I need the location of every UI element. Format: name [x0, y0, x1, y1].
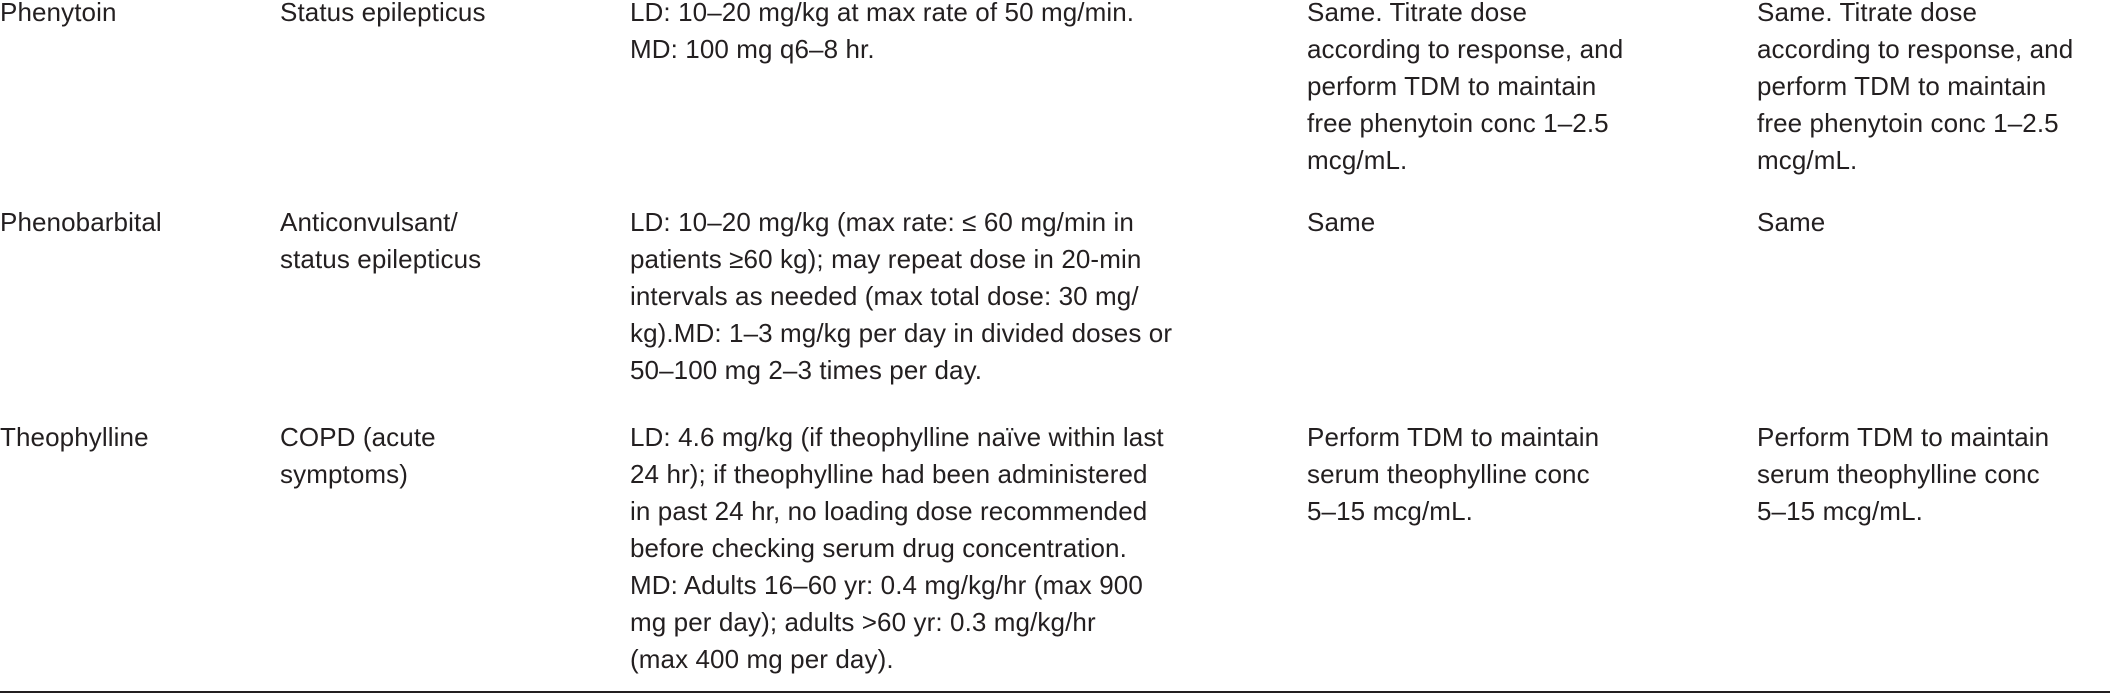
- dosing-line: kg).MD: 1–3 mg/kg per day in divided doses or: [630, 318, 1173, 348]
- drug-name-cell: [0, 0, 117, 31]
- drug-name: Phenytoin: [0, 0, 117, 27]
- indication-line: Anticonvulsant/: [280, 207, 458, 237]
- dosing-line: (max 400 mg per day).: [630, 644, 894, 674]
- adjustment-line: Same: [1307, 207, 1376, 237]
- adjustment-cell: [1757, 419, 2049, 530]
- adjustment-cell: [1757, 204, 1825, 241]
- adjustment-line: Perform TDM to maintain: [1757, 422, 2050, 452]
- adjustment-line: mcg/mL.: [1307, 145, 1408, 175]
- dosing-line: patients ≥60 kg); may repeat dose in 20-min: [630, 244, 1142, 274]
- indication-line: symptoms): [280, 459, 409, 489]
- dosing-line: LD: 10–20 mg/kg at max rate of 50 mg/min.: [630, 0, 1135, 27]
- dosing-cell: [630, 204, 1172, 389]
- dosing-cell: [630, 419, 1164, 678]
- adjustment-line: according to response, and: [1757, 34, 2074, 64]
- adjustment-line: mcg/mL.: [1757, 145, 1858, 175]
- adjustment-line: Same: [1757, 207, 1826, 237]
- adjustment-line: Same. Titrate dose: [1757, 0, 1978, 27]
- adjustment-cell: [1307, 419, 1599, 530]
- drug-name: Theophylline: [0, 422, 149, 452]
- adjustment-cell: [1307, 0, 1623, 179]
- dosing-line: LD: 4.6 mg/kg (if theophylline naïve within last: [630, 422, 1164, 452]
- adjustment-line: serum theophylline conc: [1757, 459, 2040, 489]
- dosing-cell: [630, 0, 1134, 68]
- dosing-line: LD: 10–20 mg/kg (max rate: ≤ 60 mg/min in: [630, 207, 1134, 237]
- indication-line: status epilepticus: [280, 244, 482, 274]
- adjustment-line: 5–15 mcg/mL.: [1307, 496, 1473, 526]
- adjustment-line: Perform TDM to maintain: [1307, 422, 1600, 452]
- dosing-line: 24 hr); if theophylline had been administered: [630, 459, 1148, 489]
- adjustment-line: free phenytoin conc 1–2.5: [1307, 108, 1609, 138]
- adjustment-cell: [1757, 0, 2073, 179]
- dosing-line: 50–100 mg 2–3 times per day.: [630, 355, 983, 385]
- adjustment-line: free phenytoin conc 1–2.5: [1757, 108, 2059, 138]
- adjustment-line: Same. Titrate dose: [1307, 0, 1528, 27]
- adjustment-line: perform TDM to maintain: [1757, 71, 2047, 101]
- drug-name-cell: [0, 204, 162, 241]
- dosing-line: MD: Adults 16–60 yr: 0.4 mg/kg/hr (max 900: [630, 570, 1143, 600]
- adjustment-line: serum theophylline conc: [1307, 459, 1590, 489]
- adjustment-line: according to response, and: [1307, 34, 1624, 64]
- table-bottom-rule: [0, 691, 2110, 693]
- adjustment-line: 5–15 mcg/mL.: [1757, 496, 1923, 526]
- drug-name-cell: [0, 419, 149, 456]
- adjustment-line: perform TDM to maintain: [1307, 71, 1597, 101]
- adjustment-cell: [1307, 204, 1375, 241]
- indication-line: COPD (acute: [280, 422, 436, 452]
- dosing-line: intervals as needed (max total dose: 30 mg/: [630, 281, 1139, 311]
- dosing-line: mg per day); adults >60 yr: 0.3 mg/kg/hr: [630, 607, 1096, 637]
- drug-name: Phenobarbital: [0, 207, 162, 237]
- dosing-line: in past 24 hr, no loading dose recommended: [630, 496, 1148, 526]
- indication-cell: [280, 419, 436, 493]
- dosing-line: before checking serum drug concentration.: [630, 533, 1127, 563]
- indication-line: Status epilepticus: [280, 0, 486, 27]
- indication-cell: [280, 0, 486, 31]
- dosing-line: MD: 100 mg q6–8 hr.: [630, 34, 875, 64]
- indication-cell: [280, 204, 481, 278]
